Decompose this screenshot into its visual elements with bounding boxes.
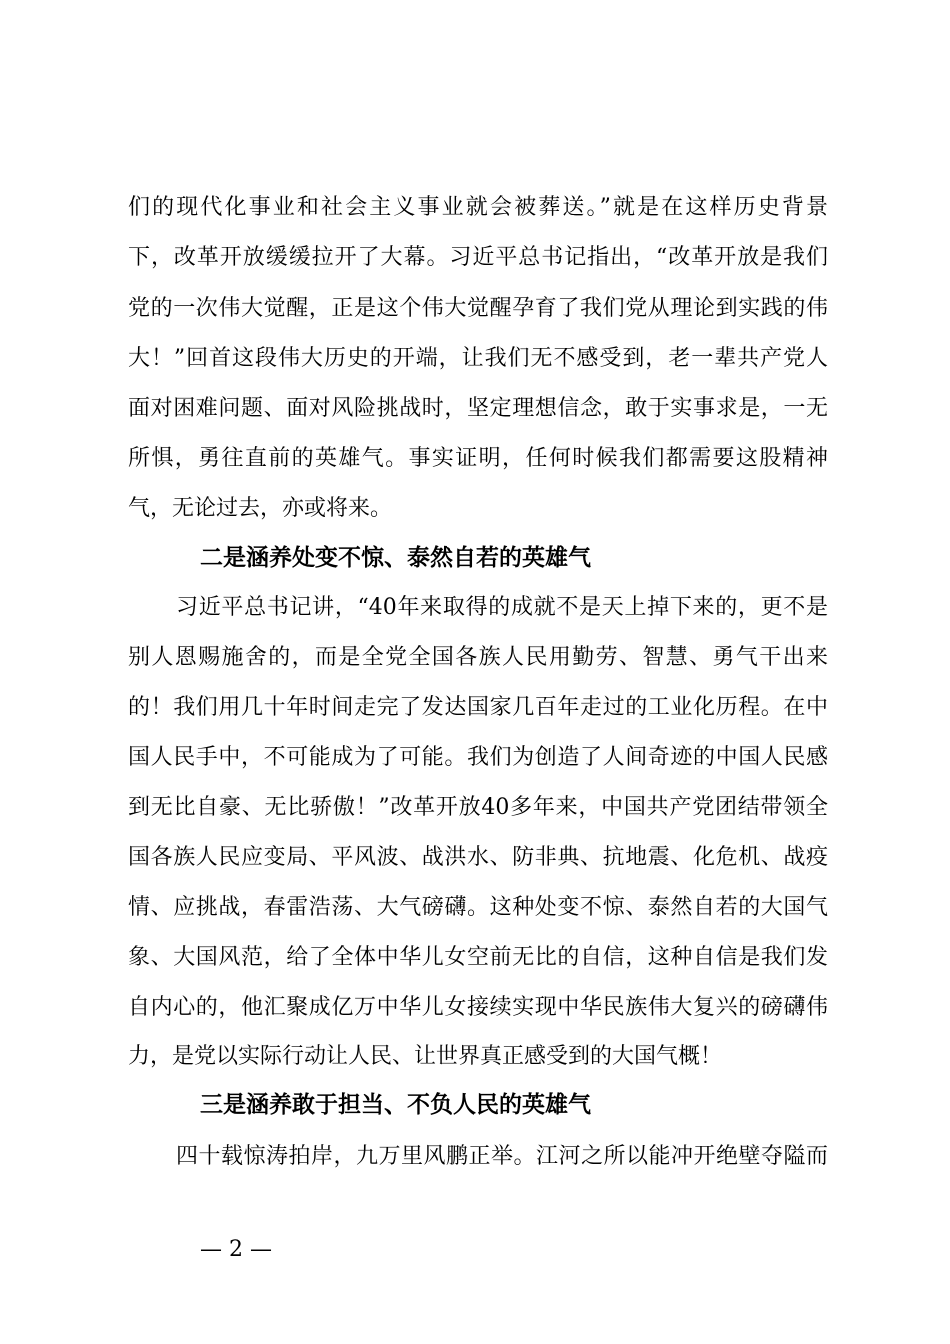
- paragraph-line: 们的现代化事业和社会主义事业就会被葬送。”就是在这样历史背景: [128, 195, 828, 220]
- paragraph-line: 党的一次伟大觉醒，正是这个伟大觉醒孕育了我们党从理论到实践的伟: [128, 296, 828, 321]
- paragraph-line: 自内心的，他汇聚成亿万中华儿女接续实现中华民族伟大复兴的磅礴伟: [128, 995, 828, 1020]
- paragraph-line: 别人恩赐施舍的，而是全党全国各族人民用勤劳、智慧、勇气干出来: [128, 645, 828, 670]
- paragraph-line: 到无比自豪、无比骄傲！”改革开放40多年来，中国共产党团结带领全: [128, 795, 828, 820]
- paragraph-line: 面对困难问题、面对风险挑战时，坚定理想信念，敢于实事求是，一无: [128, 396, 828, 421]
- paragraph-line: 气，无论过去，亦或将来。: [128, 496, 393, 521]
- paragraph-line: 四十载惊涛拍岸，九万里风鹏正举。江河之所以能冲开绝壁夺隘而: [176, 1144, 828, 1169]
- paragraph-line: 的！我们用几十年时间走完了发达国家几百年走过的工业化历程。在中: [128, 695, 828, 720]
- paragraph-line: 国各族人民应变局、平风波、战洪水、防非典、抗地震、化危机、战疫: [128, 845, 828, 870]
- section-heading: 二是涵养处变不惊、泰然自若的英雄气: [200, 545, 591, 571]
- paragraph-line: 力，是党以实际行动让人民、让世界真正感受到的大国气概！: [128, 1044, 723, 1069]
- paragraph-line: 国人民手中，不可能成为了可能。我们为创造了人间奇迹的中国人民感: [128, 745, 828, 770]
- section-heading: 三是涵养敢于担当、不负人民的英雄气: [200, 1092, 591, 1118]
- paragraph-line: 情、应挑战，春雷浩荡、大气磅礴。这种处变不惊、泰然自若的大国气: [128, 895, 828, 920]
- paragraph-line: 大！”回首这段伟大历史的开端，让我们无不感受到，老一辈共产党人: [128, 346, 828, 371]
- paragraph-line: 下，改革开放缓缓拉开了大幕。习近平总书记指出，“改革开放是我们: [128, 245, 828, 270]
- page-number: — 2 —: [200, 1237, 272, 1262]
- paragraph-line: 象、大国风范，给了全体中华儿女空前无比的自信，这种自信是我们发: [128, 945, 828, 970]
- paragraph-line: 习近平总书记讲，“40年来取得的成就不是天上掉下来的，更不是: [176, 595, 828, 620]
- paragraph-line: 所惧，勇往直前的英雄气。事实证明，任何时候我们都需要这股精神: [128, 446, 828, 471]
